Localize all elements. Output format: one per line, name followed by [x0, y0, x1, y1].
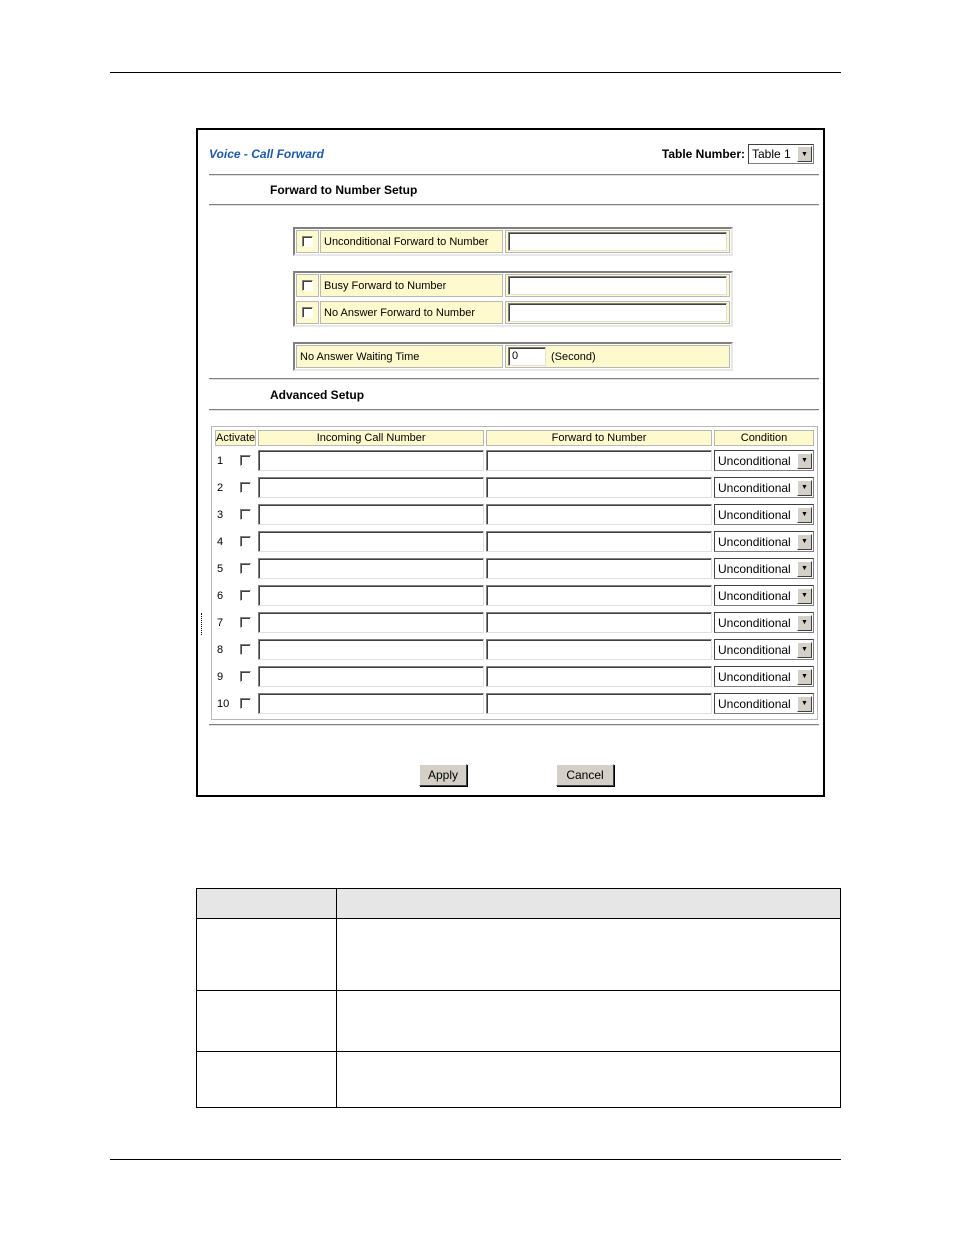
divider — [209, 409, 819, 411]
row-activate-checkbox[interactable] — [240, 455, 251, 466]
page-bottom-rule — [110, 1159, 841, 1160]
table-row — [215, 583, 814, 608]
row-activate-checkbox[interactable] — [240, 671, 251, 682]
description-cell — [197, 1052, 337, 1108]
busy-forward-checkbox-cell — [296, 274, 319, 297]
forward-to-number-cell — [486, 529, 712, 554]
incoming-call-number-cell — [258, 583, 484, 608]
forward-to-number-cell — [486, 583, 712, 608]
no-answer-forward-input-cell — [505, 301, 730, 324]
dropdown-arrow-icon[interactable]: ▼ — [797, 534, 812, 550]
description-cell — [337, 991, 841, 1052]
row-activate-cell — [234, 664, 256, 689]
row-activate-cell — [234, 529, 256, 554]
row-activate-cell — [234, 556, 256, 581]
busy-forward-label: Busy Forward to Number — [320, 274, 503, 297]
row-index: 9 — [217, 670, 224, 683]
waiting-time-input[interactable]: 0 — [508, 347, 546, 366]
forward-to-number-header: Forward to Number — [486, 430, 712, 446]
row-index: 7 — [217, 616, 224, 629]
advanced-setup-table — [211, 426, 818, 720]
dropdown-arrow-icon[interactable]: ▼ — [797, 453, 812, 469]
condition-value: Unconditional — [718, 480, 791, 495]
incoming-call-number-input[interactable] — [258, 585, 484, 606]
table-number-select[interactable] — [748, 144, 814, 164]
condition-select[interactable] — [714, 558, 814, 579]
dropdown-arrow-icon[interactable]: ▼ — [797, 561, 812, 577]
condition-select[interactable] — [714, 450, 814, 471]
incoming-call-number-cell — [258, 502, 484, 527]
forward-to-number-input[interactable] — [486, 477, 712, 498]
incoming-call-number-cell — [258, 664, 484, 689]
description-row — [197, 991, 841, 1052]
row-activate-cell — [234, 691, 256, 716]
forward-to-number-input[interactable] — [486, 693, 712, 714]
condition-value: Unconditional — [718, 588, 791, 603]
forward-to-number-cell — [486, 475, 712, 500]
forward-to-number-input[interactable] — [486, 450, 712, 471]
forward-to-number-input[interactable] — [486, 666, 712, 687]
row-activate-checkbox[interactable] — [240, 617, 251, 628]
forward-setup-title: Forward to Number Setup — [270, 183, 418, 197]
incoming-call-number-input[interactable] — [258, 639, 484, 660]
condition-value: Unconditional — [718, 615, 791, 630]
description-header-cell — [337, 889, 841, 919]
busy-forward-row — [295, 273, 731, 298]
condition-cell — [714, 475, 814, 500]
incoming-call-number-input[interactable] — [258, 477, 484, 498]
forward-to-number-cell — [486, 448, 712, 473]
incoming-call-number-input[interactable] — [258, 666, 484, 687]
row-activate-checkbox[interactable] — [240, 536, 251, 547]
row-activate-checkbox[interactable] — [240, 698, 251, 709]
incoming-call-number-header: Incoming Call Number — [258, 430, 484, 446]
no-answer-forward-input[interactable] — [508, 303, 727, 322]
call-forward-screen — [196, 128, 825, 797]
row-activate-checkbox[interactable] — [240, 509, 251, 520]
forward-to-number-input[interactable] — [486, 639, 712, 660]
description-header-cell — [197, 889, 337, 919]
incoming-call-number-cell — [258, 610, 484, 635]
condition-cell — [714, 664, 814, 689]
row-activate-cell — [234, 502, 256, 527]
incoming-call-number-input[interactable] — [258, 450, 484, 471]
condition-value: Unconditional — [718, 642, 791, 657]
condition-select[interactable] — [714, 585, 814, 606]
forward-to-number-input[interactable] — [486, 612, 712, 633]
forward-to-number-cell — [486, 637, 712, 662]
dropdown-arrow-icon[interactable]: ▼ — [797, 480, 812, 496]
table-number-label: Table Number: — [661, 147, 745, 161]
divider — [209, 378, 819, 380]
row-index: 8 — [217, 643, 224, 656]
table-row — [215, 448, 814, 473]
table-number-control — [662, 144, 814, 164]
condition-select[interactable] — [714, 693, 814, 714]
dropdown-arrow-icon[interactable]: ▼ — [797, 669, 812, 685]
incoming-call-number-input[interactable] — [258, 504, 484, 525]
busy-forward-input-cell — [505, 274, 730, 297]
description-cell — [197, 991, 337, 1052]
unconditional-forward-input-cell — [505, 230, 730, 253]
condition-cell — [714, 691, 814, 716]
forward-to-number-cell — [486, 556, 712, 581]
incoming-call-number-cell — [258, 529, 484, 554]
condition-value: Unconditional — [718, 669, 791, 684]
description-cell — [337, 1052, 841, 1108]
row-index: 10 — [217, 697, 230, 710]
condition-value: Unconditional — [718, 534, 791, 549]
dropdown-arrow-icon[interactable]: ▼ — [797, 696, 812, 712]
no-answer-forward-checkbox[interactable] — [302, 307, 313, 318]
incoming-call-number-cell — [258, 637, 484, 662]
condition-select[interactable] — [714, 666, 814, 687]
table-row — [215, 475, 814, 500]
change-bar — [201, 613, 202, 635]
row-index: 2 — [217, 481, 224, 494]
condition-select[interactable] — [714, 477, 814, 498]
row-index: 6 — [217, 589, 224, 602]
row-activate-cell — [234, 583, 256, 608]
row-index: 4 — [217, 535, 224, 548]
condition-cell — [714, 610, 814, 635]
forward-to-number-input[interactable] — [486, 504, 712, 525]
page-top-rule — [110, 72, 841, 73]
incoming-call-number-cell — [258, 556, 484, 581]
waiting-time-row — [295, 344, 731, 369]
dropdown-arrow-icon[interactable]: ▼ — [797, 507, 812, 523]
condition-value: Unconditional — [718, 507, 791, 522]
row-activate-checkbox[interactable] — [240, 563, 251, 574]
incoming-call-number-input[interactable] — [258, 558, 484, 579]
description-table — [196, 888, 841, 1108]
description-header-row — [197, 889, 841, 919]
description-row — [197, 919, 841, 991]
condition-value: Unconditional — [718, 453, 791, 468]
dropdown-arrow-icon[interactable]: ▼ — [797, 146, 812, 162]
condition-select[interactable] — [714, 531, 814, 552]
incoming-call-number-cell — [258, 475, 484, 500]
row-activate-cell — [234, 475, 256, 500]
advanced-setup-title: Advanced Setup — [270, 388, 365, 402]
no-answer-forward-checkbox-cell — [296, 301, 319, 324]
dropdown-arrow-icon[interactable]: ▼ — [797, 642, 812, 658]
waiting-time-unit: (Second) — [551, 350, 596, 363]
condition-cell — [714, 529, 814, 554]
busy-forward-input[interactable] — [508, 276, 727, 295]
condition-cell — [714, 556, 814, 581]
waiting-time-input-cell — [505, 345, 730, 368]
table-row — [215, 610, 814, 635]
divider — [209, 204, 819, 206]
no-answer-forward-label: No Answer Forward to Number — [320, 301, 503, 324]
apply-button[interactable]: Apply — [419, 764, 467, 786]
condition-value: Unconditional — [718, 696, 791, 711]
unconditional-forward-input[interactable] — [508, 232, 727, 251]
table-number-value: Table 1 — [752, 147, 791, 161]
description-row — [197, 1052, 841, 1108]
table-row — [215, 691, 814, 716]
condition-select[interactable] — [714, 612, 814, 633]
forward-to-number-input[interactable] — [486, 585, 712, 606]
dropdown-arrow-icon[interactable]: ▼ — [797, 588, 812, 604]
condition-header: Condition — [714, 430, 814, 446]
busy-noanswer-box — [293, 271, 733, 327]
screen-title: Voice - Call Forward — [209, 147, 324, 161]
table-row — [215, 529, 814, 554]
forward-to-number-cell — [486, 610, 712, 635]
cancel-button[interactable]: Cancel — [556, 764, 614, 786]
advanced-header-row — [215, 430, 814, 446]
unconditional-forward-label: Unconditional Forward to Number — [320, 230, 503, 253]
condition-cell — [714, 637, 814, 662]
forward-to-number-input[interactable] — [486, 531, 712, 552]
forward-to-number-input[interactable] — [486, 558, 712, 579]
divider — [209, 724, 819, 726]
incoming-call-number-input[interactable] — [258, 612, 484, 633]
forward-to-number-cell — [486, 691, 712, 716]
condition-select[interactable] — [714, 639, 814, 660]
condition-select[interactable] — [714, 504, 814, 525]
waiting-time-box — [293, 342, 733, 371]
unconditional-forward-checkbox[interactable] — [302, 236, 313, 247]
unconditional-forward-box — [293, 227, 733, 256]
no-answer-forward-row — [295, 300, 731, 325]
row-activate-cell — [234, 610, 256, 635]
row-activate-checkbox[interactable] — [240, 644, 251, 655]
condition-cell — [714, 448, 814, 473]
table-row — [215, 637, 814, 662]
description-cell — [337, 919, 841, 991]
unconditional-forward-row — [295, 229, 731, 254]
activate-header: Activate — [216, 432, 256, 444]
table-row — [215, 664, 814, 689]
forward-to-number-cell — [486, 664, 712, 689]
divider — [209, 174, 819, 176]
table-row — [215, 556, 814, 581]
condition-value: Unconditional — [718, 561, 791, 576]
forward-to-number-cell — [486, 502, 712, 527]
description-cell — [197, 919, 337, 991]
incoming-call-number-input[interactable] — [258, 531, 484, 552]
condition-cell — [714, 583, 814, 608]
row-activate-checkbox[interactable] — [240, 590, 251, 601]
row-activate-cell — [234, 637, 256, 662]
waiting-time-label: No Answer Waiting Time — [296, 345, 503, 368]
row-index: 3 — [217, 508, 224, 521]
row-activate-checkbox[interactable] — [240, 482, 251, 493]
unconditional-forward-checkbox-cell — [296, 230, 319, 253]
busy-forward-checkbox[interactable] — [302, 280, 313, 291]
row-index: 5 — [217, 562, 224, 575]
dropdown-arrow-icon[interactable]: ▼ — [797, 615, 812, 631]
table-row — [215, 502, 814, 527]
condition-cell — [714, 502, 814, 527]
incoming-call-number-cell — [258, 691, 484, 716]
incoming-call-number-cell — [258, 448, 484, 473]
incoming-call-number-input[interactable] — [258, 693, 484, 714]
row-index: 1 — [217, 454, 224, 467]
row-activate-cell — [234, 448, 256, 473]
